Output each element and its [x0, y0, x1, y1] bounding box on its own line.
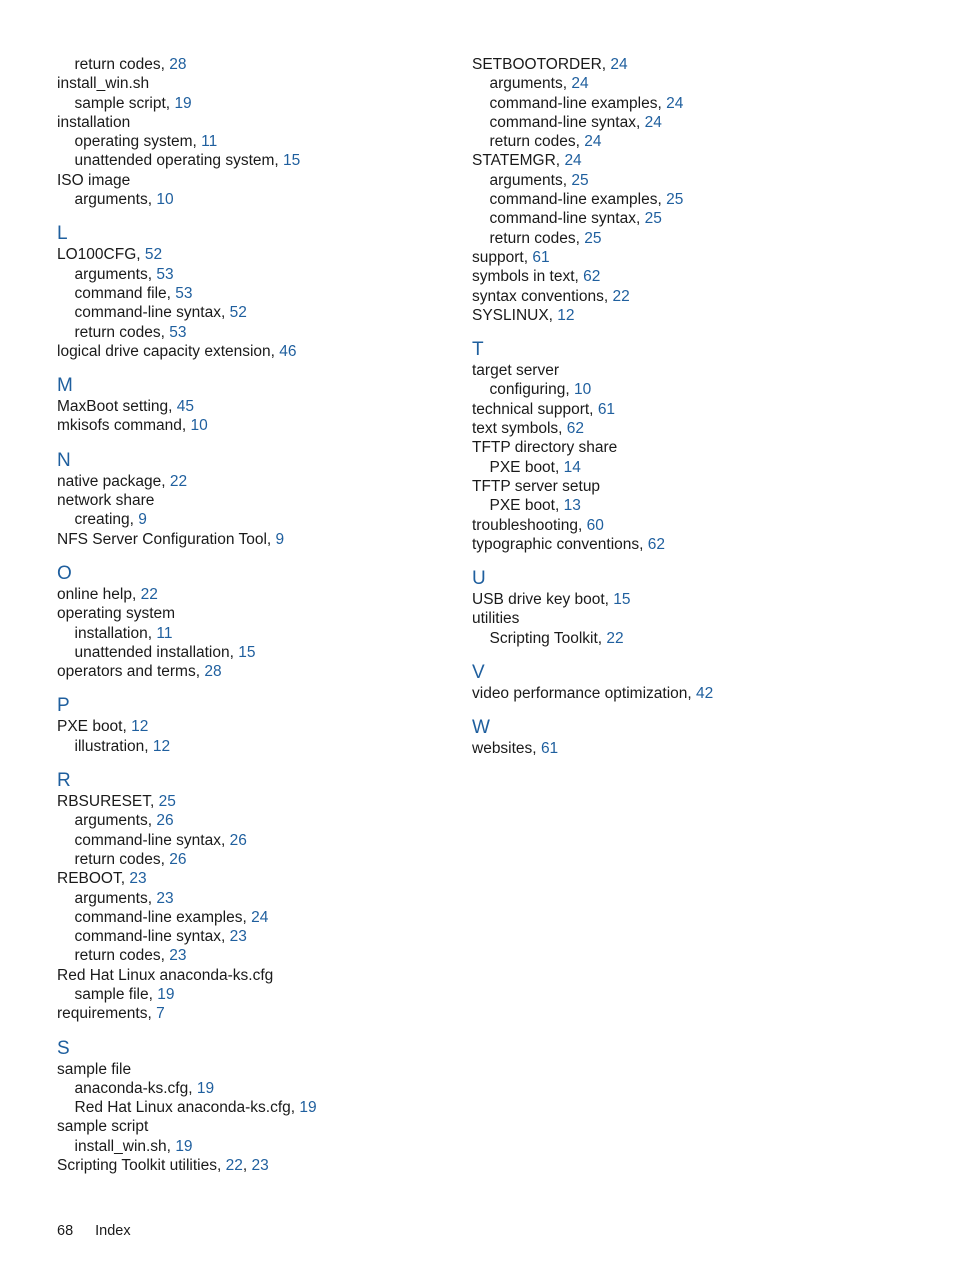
- index-subentry: [57, 151, 447, 170]
- index-term: video performance optimization,: [472, 685, 692, 703]
- index-term: TFTP directory share: [472, 439, 618, 457]
- index-term: PXE boot,: [489, 458, 560, 476]
- index-term: creating,: [74, 511, 134, 529]
- index-section-t: [472, 338, 912, 554]
- page-link[interactable]: 22: [140, 585, 158, 603]
- index-subentry: [57, 985, 447, 1004]
- index-letter-heading: O: [57, 562, 72, 584]
- index-entry: [57, 171, 447, 190]
- index-subentry: [57, 811, 447, 830]
- index-entry: [57, 342, 447, 361]
- page-link[interactable]: 25: [666, 191, 684, 209]
- page-link[interactable]: 22: [225, 1157, 243, 1175]
- index-subentry: [57, 510, 447, 529]
- index-subentry: [472, 132, 912, 151]
- page-link[interactable]: 28: [204, 663, 222, 681]
- index-letter-heading: U: [472, 568, 486, 590]
- index-term: Scripting Toolkit utilities,: [57, 1157, 222, 1175]
- index-subentry: [472, 458, 912, 477]
- index-entry: [472, 590, 912, 609]
- page-link[interactable]: 12: [152, 737, 171, 755]
- index-term: sample script,: [74, 94, 171, 112]
- index-section-continued: [472, 55, 912, 325]
- page-link[interactable]: 11: [156, 624, 173, 642]
- index-entry: [472, 739, 912, 758]
- index-entry: [472, 287, 912, 306]
- index-subentry: [472, 380, 912, 399]
- index-entry: [472, 151, 912, 170]
- index-term: return codes,: [74, 850, 165, 868]
- index-entry: [57, 585, 447, 604]
- index-subentry: [57, 1137, 447, 1156]
- index-term: STATEMGR,: [472, 152, 561, 170]
- index-subentry: [57, 265, 447, 284]
- index-term: target server: [472, 362, 560, 380]
- index-entry: Scripting Toolkit utilities, 22, 23: [57, 1157, 269, 1175]
- index-entry: [57, 604, 447, 623]
- footer-label: Index: [95, 1223, 131, 1239]
- page-link[interactable]: 22: [612, 287, 630, 305]
- page-link[interactable]: 10: [190, 417, 208, 435]
- index-letter-heading: P: [57, 695, 70, 717]
- index-term: operating system,: [74, 133, 197, 151]
- index-subentry: [57, 908, 447, 927]
- page-link[interactable]: 19: [175, 1137, 193, 1155]
- page-link[interactable]: 61: [597, 400, 616, 418]
- index-term: command-line syntax,: [489, 113, 641, 131]
- index-term: REBOOT,: [57, 870, 126, 888]
- index-letter-heading: W: [472, 717, 490, 739]
- index-term: anaconda-ks.cfg,: [74, 1079, 193, 1097]
- index-subentry: [472, 190, 912, 209]
- page-link[interactable]: 10: [156, 191, 174, 209]
- index-term: sample file: [57, 1060, 132, 1078]
- index-entry: [57, 245, 447, 264]
- index-term: LO100CFG,: [57, 246, 141, 264]
- index-section-continued: [57, 55, 447, 209]
- index-entry: [472, 55, 912, 74]
- index-subentry: [57, 927, 447, 946]
- index-term: NFS Server Configuration Tool,: [57, 530, 272, 548]
- page-link[interactable]: 25: [571, 171, 589, 189]
- index-entry: [472, 419, 912, 438]
- index-entry: [57, 662, 447, 681]
- index-term: arguments,: [74, 812, 153, 830]
- page-link[interactable]: 25: [644, 210, 662, 228]
- index-term: utilities: [472, 610, 520, 628]
- index-term: return codes,: [489, 133, 580, 151]
- index-column-right: [472, 55, 912, 759]
- index-term: network share: [57, 492, 155, 510]
- index-subentry: [57, 284, 447, 303]
- page-link[interactable]: 26: [169, 850, 187, 868]
- index-entry: [57, 1060, 447, 1079]
- index-subentry: [57, 643, 447, 662]
- index-section-w: [472, 716, 912, 758]
- page-link[interactable]: 23: [251, 1157, 269, 1175]
- index-column-left: [57, 55, 447, 1175]
- page-link[interactable]: 23: [156, 889, 174, 907]
- index-term: USB drive key boot,: [472, 591, 609, 609]
- page-link[interactable]: 53: [169, 323, 187, 341]
- index-term: Red Hat Linux anaconda-ks.cfg,: [74, 1099, 296, 1117]
- page-link[interactable]: 19: [157, 985, 175, 1003]
- index-section-v: [472, 661, 912, 703]
- index-entry: [57, 416, 447, 435]
- page-link[interactable]: 19: [174, 94, 192, 112]
- page-link[interactable]: 12: [557, 306, 575, 324]
- index-term: installation: [57, 113, 131, 131]
- page-link[interactable]: 19: [299, 1099, 317, 1117]
- index-section-l: [57, 222, 447, 361]
- index-entry: [57, 1004, 447, 1023]
- index-term: command-line syntax,: [489, 210, 641, 228]
- page-link[interactable]: 13: [563, 497, 581, 515]
- index-letter-heading: M: [57, 375, 73, 397]
- index-entry: [472, 438, 912, 457]
- page-link[interactable]: 62: [566, 420, 585, 438]
- index-term: SYSLINUX,: [472, 306, 553, 324]
- index-entry: [57, 717, 447, 736]
- index-term: arguments,: [74, 889, 153, 907]
- index-subentry: [472, 629, 912, 648]
- index-entry: [57, 966, 447, 985]
- page-link[interactable]: 23: [129, 870, 147, 888]
- page-link[interactable]: 61: [532, 248, 550, 266]
- index-term: unattended installation,: [74, 643, 234, 661]
- index-letter-heading: S: [57, 1037, 70, 1059]
- index-term: operating system: [57, 605, 176, 623]
- index-subentry: [57, 323, 447, 342]
- index-term: arguments,: [74, 265, 153, 283]
- index-term: operators and terms,: [57, 663, 201, 681]
- index-term: return codes,: [74, 947, 165, 965]
- index-entry: [472, 609, 912, 628]
- index-subentry: [472, 74, 912, 93]
- index-entry: [57, 472, 447, 491]
- index-term: command-line examples,: [489, 191, 662, 209]
- index-term: typographic conventions,: [472, 535, 644, 553]
- index-term: illustration,: [74, 737, 149, 755]
- page-link[interactable]: 11: [201, 133, 218, 151]
- index-entry: [57, 491, 447, 510]
- index-entry: [57, 113, 447, 132]
- page-link[interactable]: 9: [275, 530, 285, 548]
- index-section-o: [57, 562, 447, 681]
- index-letter-heading: V: [472, 662, 485, 684]
- page-link[interactable]: 15: [613, 591, 631, 609]
- index-term: configuring,: [489, 381, 570, 399]
- index-term: PXE boot,: [57, 718, 127, 736]
- index-term: Scripting Toolkit,: [489, 629, 603, 647]
- index-term: support,: [472, 248, 529, 266]
- index-term: native package,: [57, 472, 166, 490]
- index-term: return codes,: [489, 229, 580, 247]
- index-term: logical drive capacity extension,: [57, 342, 275, 360]
- index-term: sample file,: [74, 985, 153, 1003]
- index-subentry: [57, 624, 447, 643]
- page-link[interactable]: 23: [169, 947, 187, 965]
- index-term: sample script: [57, 1118, 149, 1136]
- index-section-u: [472, 567, 912, 648]
- index-subentry: [57, 889, 447, 908]
- page-link[interactable]: 26: [156, 812, 174, 830]
- page-link[interactable]: 14: [563, 458, 581, 476]
- index-subentry: [57, 831, 447, 850]
- index-section-m: [57, 374, 447, 436]
- index-subentry: [57, 1098, 447, 1117]
- page-link[interactable]: 25: [584, 229, 602, 247]
- index-subentry: [57, 303, 447, 322]
- index-term: command-line syntax,: [74, 304, 226, 322]
- index-entry: [472, 267, 912, 286]
- index-subentry: [57, 850, 447, 869]
- index-entry: [472, 361, 912, 380]
- index-term: PXE boot,: [489, 497, 560, 515]
- page-link[interactable]: 25: [158, 793, 176, 811]
- page-link[interactable]: 28: [169, 56, 187, 73]
- index-letter-heading: R: [57, 770, 71, 792]
- index-section-n: [57, 449, 447, 549]
- index-term: unattended operating system,: [74, 152, 279, 170]
- page-link[interactable]: 26: [229, 831, 247, 849]
- index-entry: [57, 530, 447, 549]
- index-term: install_win.sh,: [74, 1137, 171, 1155]
- index-term: troubleshooting,: [472, 516, 583, 534]
- index-term: command file,: [74, 284, 171, 302]
- page-link[interactable]: 24: [584, 133, 602, 151]
- index-term: install_win.sh: [57, 75, 150, 93]
- page-link[interactable]: 7: [156, 1005, 165, 1023]
- index-subentry: [472, 496, 912, 515]
- index-subentry: [472, 171, 912, 190]
- page-link[interactable]: 12: [131, 718, 149, 736]
- index-subentry: [472, 94, 912, 113]
- index-term: syntax conventions,: [472, 287, 609, 305]
- page-link[interactable]: 19: [196, 1079, 215, 1097]
- index-section-r: [57, 769, 447, 1024]
- page-link[interactable]: 53: [175, 284, 193, 302]
- index-letter-heading: L: [57, 223, 68, 245]
- page-link[interactable]: 62: [583, 268, 601, 286]
- index-term: text symbols,: [472, 420, 563, 438]
- page-link[interactable]: 24: [666, 94, 684, 112]
- index-subentry: [57, 190, 447, 209]
- index-term: return codes,: [74, 56, 165, 73]
- index-subentry: [57, 946, 447, 965]
- page-link[interactable]: 45: [176, 398, 195, 416]
- index-term: arguments,: [489, 171, 568, 189]
- page-link[interactable]: 10: [573, 381, 592, 399]
- index-term: symbols in text,: [472, 268, 579, 286]
- index-entry: [472, 306, 912, 325]
- index-letter-heading: N: [57, 449, 71, 471]
- index-subentry: [472, 229, 912, 248]
- index-subentry: [57, 55, 447, 74]
- page-link[interactable]: 24: [571, 75, 589, 93]
- page-link[interactable]: 62: [647, 535, 666, 553]
- index-term: MaxBoot setting,: [57, 398, 173, 416]
- index-term: command-line examples,: [489, 94, 662, 112]
- page-link[interactable]: 22: [606, 629, 624, 647]
- page-link[interactable]: 24: [644, 113, 662, 131]
- index-term: arguments,: [489, 75, 568, 93]
- index-term: mkisofs command,: [57, 417, 187, 435]
- page-link[interactable]: 52: [144, 246, 163, 264]
- page-footer: [57, 1221, 131, 1241]
- index-term: websites,: [472, 740, 537, 758]
- page-link[interactable]: 22: [169, 472, 188, 490]
- page-link[interactable]: 15: [283, 152, 301, 170]
- index-entry: [57, 397, 447, 416]
- index-section-p: [57, 694, 447, 756]
- index-subentry: [57, 737, 447, 756]
- index-term: TFTP server setup: [472, 477, 601, 495]
- index-term: Red Hat Linux anaconda-ks.cfg: [57, 966, 274, 984]
- index-section-s: [57, 1037, 447, 1176]
- page-link[interactable]: 42: [696, 685, 714, 703]
- index-subentry: [57, 1079, 447, 1098]
- index-subentry: [57, 94, 447, 113]
- index-term: SETBOOTORDER,: [472, 56, 607, 73]
- page-link[interactable]: 24: [564, 152, 582, 170]
- page-link[interactable]: 61: [540, 740, 559, 758]
- page-link[interactable]: 24: [251, 908, 269, 926]
- index-entry: [472, 248, 912, 267]
- index-term: online help,: [57, 585, 137, 603]
- index-entry: [57, 792, 447, 811]
- index-entry: [472, 684, 912, 703]
- page-link[interactable]: 53: [156, 265, 174, 283]
- page-link[interactable]: 24: [610, 56, 628, 73]
- index-term: RBSURESET,: [57, 793, 155, 811]
- index-term: ISO image: [57, 171, 131, 189]
- index-term: installation,: [74, 624, 153, 642]
- index-term: return codes,: [74, 323, 165, 341]
- index-entry: [57, 1117, 447, 1136]
- index-term: requirements,: [57, 1005, 152, 1023]
- index-subentry: [472, 209, 912, 228]
- index-term: command-line syntax,: [74, 928, 226, 946]
- page-link[interactable]: 60: [586, 516, 604, 534]
- index-entry: [472, 477, 912, 496]
- index-entry: [472, 516, 912, 535]
- index-entry: [472, 535, 912, 554]
- index-entry: [472, 400, 912, 419]
- index-term: technical support,: [472, 400, 594, 418]
- page-link[interactable]: 9: [138, 511, 147, 529]
- index-subentry: [472, 113, 912, 132]
- index-term: command-line examples,: [74, 908, 247, 926]
- index-term: command-line syntax,: [74, 831, 226, 849]
- index-entry: [57, 74, 447, 93]
- index-entry: [57, 869, 447, 888]
- index-term: arguments,: [74, 191, 153, 209]
- page-link[interactable]: 15: [238, 643, 256, 661]
- page-link[interactable]: 52: [229, 304, 247, 322]
- page-number: 68: [57, 1223, 74, 1239]
- page-link[interactable]: 46: [279, 342, 297, 360]
- index-letter-heading: T: [472, 339, 484, 361]
- page-link[interactable]: 23: [229, 928, 247, 946]
- index-subentry: [57, 132, 447, 151]
